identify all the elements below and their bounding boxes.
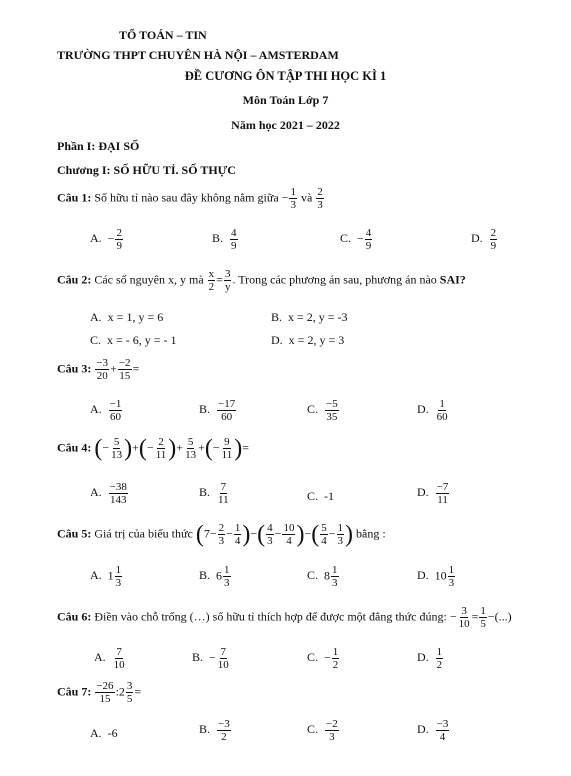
denominator: 3 xyxy=(337,535,343,547)
blank-term: −(...) xyxy=(487,609,512,624)
numerator: −3 xyxy=(218,718,230,730)
sign: − xyxy=(281,190,289,205)
option-text: x = - 6, y = - 1 xyxy=(107,333,177,347)
option-d[interactable] xyxy=(417,646,444,671)
option-letter: D. xyxy=(417,402,429,417)
option-letter: B. xyxy=(199,568,211,583)
numerator: −17 xyxy=(218,398,236,410)
denominator: 2 xyxy=(221,731,227,743)
denominator: 3 xyxy=(224,577,230,589)
fraction xyxy=(332,646,340,671)
sign: − xyxy=(146,440,154,455)
sign: − xyxy=(107,231,115,246)
numerator: 9 xyxy=(224,436,230,448)
fraction xyxy=(490,227,498,252)
option-d[interactable] xyxy=(417,718,450,743)
minus-sign: − xyxy=(274,526,282,541)
numerator: 1 xyxy=(234,522,241,534)
option-text: -6 xyxy=(107,726,118,740)
denominator: 3 xyxy=(115,577,122,589)
fraction xyxy=(223,564,231,589)
numerator: 7 xyxy=(220,646,227,658)
numerator: 2 xyxy=(218,522,225,534)
denominator: 2 xyxy=(208,281,215,293)
fraction xyxy=(316,186,324,211)
denominator: 4 xyxy=(439,731,446,743)
option-letter: B. xyxy=(199,722,211,737)
sign: − xyxy=(357,231,364,246)
fraction xyxy=(448,564,456,589)
fraction xyxy=(325,398,339,423)
question-2 xyxy=(57,268,466,293)
question-label: Câu 3: xyxy=(57,361,92,376)
equals-sign: = xyxy=(242,440,249,455)
part-heading: Phần I: ĐẠI SỐ xyxy=(57,139,140,153)
fraction xyxy=(118,357,132,382)
numerator: 1 xyxy=(480,605,486,617)
numerator: −3 xyxy=(436,718,449,730)
fraction xyxy=(184,436,197,461)
option-a[interactable] xyxy=(90,481,129,506)
option-letter: A. xyxy=(90,726,102,740)
option-a[interactable] xyxy=(90,564,123,589)
fraction xyxy=(282,522,295,547)
whole-part: 2 xyxy=(118,684,125,699)
fraction xyxy=(221,436,234,461)
option-c[interactable] xyxy=(340,227,373,252)
fraction xyxy=(266,522,274,547)
option-letter: D. xyxy=(417,485,429,500)
numerator: 2 xyxy=(116,227,122,239)
numerator: 1 xyxy=(448,564,455,576)
option-letter: C. xyxy=(340,231,352,246)
question-7 xyxy=(57,680,141,705)
equals-sign: = xyxy=(216,272,223,287)
division-sign: : xyxy=(115,684,119,699)
denominator: 143 xyxy=(110,494,127,506)
numerator: −2 xyxy=(326,718,338,730)
fraction xyxy=(217,481,230,506)
denominator: 5 xyxy=(480,618,486,630)
fraction xyxy=(436,646,444,671)
fraction xyxy=(113,646,126,671)
document-title: ĐỀ CƯƠNG ÔN TẬP THI HỌC KÌ 1 xyxy=(184,69,387,83)
plus-sign: + xyxy=(198,440,205,455)
fraction xyxy=(436,481,450,506)
option-letter: B. xyxy=(199,485,211,500)
question-5: Câu 5: Giá trị của biểu thức (7− $\frac{2}{3}$ − $\frac{1}{4}$ )−( $\frac{4}{3}$ − $\frac{10}{4}$ )−( $\frac{5}{4}$ − $\frac{1}{3}$ ) bằng : xyxy=(57,521,386,548)
fraction xyxy=(289,186,297,211)
option-b[interactable] xyxy=(192,646,231,671)
fraction xyxy=(230,227,238,252)
denominator: 11 xyxy=(155,449,167,461)
denominator: 11 xyxy=(221,449,233,461)
numerator: 1 xyxy=(290,186,296,198)
option-c[interactable] xyxy=(307,646,340,671)
numerator: 2 xyxy=(490,227,497,239)
numerator: 5 xyxy=(187,436,194,448)
fraction xyxy=(320,522,328,547)
option-letter: B. xyxy=(199,402,211,417)
option-a[interactable] xyxy=(90,726,118,741)
denominator: 3 xyxy=(218,535,225,547)
question-6 xyxy=(57,605,512,630)
question-text: Các số nguyên x, y mà xyxy=(94,272,204,287)
question-label: Câu 4: xyxy=(57,440,92,455)
option-text: x = 1, y = 6 xyxy=(107,310,164,324)
question-1 xyxy=(57,186,325,211)
option-d[interactable] xyxy=(471,227,498,252)
fraction xyxy=(217,398,236,423)
numerator: −26 xyxy=(96,680,114,692)
option-letter: D. xyxy=(471,231,483,246)
numerator: 2 xyxy=(158,436,164,448)
option-letter: B. xyxy=(271,310,283,324)
option-text: x = 2, y = 3 xyxy=(288,333,345,347)
denominator: 9 xyxy=(490,240,497,252)
option-letter: A. xyxy=(90,568,102,583)
emphasis-text: SAI? xyxy=(439,272,466,287)
denominator: 3 xyxy=(317,199,323,211)
denominator: 10 xyxy=(217,659,229,671)
option-letter: D. xyxy=(417,568,429,583)
option-b[interactable] xyxy=(271,310,348,325)
denominator: 60 xyxy=(110,411,122,423)
denominator: 15 xyxy=(119,370,131,382)
option-letter: D. xyxy=(417,722,429,737)
option-b[interactable] xyxy=(199,481,231,506)
option-c[interactable] xyxy=(90,333,177,348)
numerator: 7 xyxy=(220,481,227,493)
fraction xyxy=(95,680,114,705)
sign: − xyxy=(324,650,331,665)
whole-part: 6 xyxy=(216,568,223,583)
option-b[interactable] xyxy=(199,564,232,589)
denominator: 2 xyxy=(332,659,339,671)
numerator: −3 xyxy=(96,357,109,369)
conjunction: và xyxy=(300,190,313,205)
numerator: 1 xyxy=(332,646,339,658)
fraction xyxy=(436,398,449,423)
numerator: −38 xyxy=(109,481,127,493)
option-letter: A. xyxy=(94,650,106,665)
equals-sign: = xyxy=(132,361,140,376)
numerator: 3 xyxy=(224,268,231,280)
numerator: 2 xyxy=(317,186,323,198)
question-label: Câu 6: xyxy=(57,609,92,624)
plus-sign: + xyxy=(176,440,184,455)
equals-sign: = xyxy=(471,609,479,624)
denominator: 11 xyxy=(437,494,448,506)
option-letter: C. xyxy=(90,333,102,347)
fraction xyxy=(479,605,487,630)
question-text: Điền vào chỗ trống (…) số hữu tỉ thích hợp để được một đẳng thức đúng: xyxy=(94,609,447,624)
question-label: Câu 7: xyxy=(57,684,92,699)
fraction xyxy=(365,227,373,252)
sign: − xyxy=(212,440,220,455)
fraction xyxy=(115,564,123,589)
plus-sign: + xyxy=(110,361,117,376)
fraction xyxy=(458,605,471,630)
denominator: 15 xyxy=(99,693,111,705)
minus-sign: − xyxy=(250,526,258,541)
fraction xyxy=(109,398,123,423)
option-a[interactable] xyxy=(94,646,127,671)
option-letter: D. xyxy=(417,650,429,665)
option-text: -1 xyxy=(324,489,335,503)
question-text: Giá trị của biểu thức xyxy=(94,526,193,541)
minus-sign: − xyxy=(209,526,217,541)
question-text: Số hữu tỉ nào sau đây không nằm giữa xyxy=(94,190,279,205)
denominator: 13 xyxy=(111,449,123,461)
chapter-heading: Chương I: SỐ HỮU TỈ. SỐ THỰC xyxy=(57,163,236,177)
denominator: 3 xyxy=(448,577,455,589)
option-a[interactable] xyxy=(90,310,163,325)
sign: − xyxy=(102,440,110,455)
question-label: Câu 5: xyxy=(57,526,92,541)
option-c[interactable] xyxy=(307,398,340,423)
numerator: 1 xyxy=(439,398,445,410)
fraction xyxy=(337,522,345,547)
option-c[interactable] xyxy=(307,564,340,589)
denominator: 10 xyxy=(458,618,470,630)
numerator: 3 xyxy=(126,680,133,692)
fraction xyxy=(208,268,216,293)
option-letter: C. xyxy=(307,402,319,417)
option-c[interactable] xyxy=(307,489,334,504)
fraction xyxy=(218,522,226,547)
denominator: 4 xyxy=(234,535,241,547)
denominator: 9 xyxy=(365,240,372,252)
denominator: 35 xyxy=(326,411,338,423)
denominator: 20 xyxy=(96,370,108,382)
question-label: Câu 2: xyxy=(57,272,92,287)
option-letter: A. xyxy=(90,485,102,500)
numerator: −5 xyxy=(326,398,338,410)
whole-part: 8 xyxy=(324,568,331,583)
numerator: 1 xyxy=(337,522,343,534)
minus-sign: − xyxy=(328,526,336,541)
question-label: Câu 1: xyxy=(57,190,92,205)
numerator: 4 xyxy=(267,522,273,534)
denominator: 60 xyxy=(221,411,233,423)
numerator: x xyxy=(208,268,215,280)
question-4: Câu 4: (− $\frac{5}{13}$ )+(− $\frac{2}{11}$ )+ $\frac{5}{13}$ +(− $\frac{9}{11}$ )= xyxy=(57,435,249,462)
whole-part: 1 xyxy=(107,568,114,583)
numerator: 5 xyxy=(113,436,120,448)
department-label: TỔ TOÁN – TIN xyxy=(119,28,207,42)
numerator: 1 xyxy=(224,564,230,576)
denominator: 9 xyxy=(116,240,122,252)
minus-sign: − xyxy=(304,526,312,541)
option-letter: C. xyxy=(307,568,319,583)
denominator: y xyxy=(224,281,231,293)
denominator: 9 xyxy=(231,240,237,252)
question-3 xyxy=(57,357,139,382)
option-letter: A. xyxy=(90,402,102,417)
denominator: 5 xyxy=(126,693,133,705)
option-letter: A. xyxy=(90,310,102,324)
fraction xyxy=(234,522,242,547)
denominator: 11 xyxy=(218,494,229,506)
option-a[interactable] xyxy=(90,227,124,252)
denominator: 3 xyxy=(332,577,338,589)
school-name: TRƯỜNG THPT CHUYÊN HÀ NỘI – AMSTERDAM xyxy=(57,48,339,62)
option-d[interactable] xyxy=(417,564,456,589)
sign: − xyxy=(209,650,216,665)
numerator: 10 xyxy=(283,522,295,534)
option-b[interactable] xyxy=(199,718,232,743)
denominator: 13 xyxy=(185,449,197,461)
option-c[interactable] xyxy=(307,718,340,743)
numerator: −2 xyxy=(118,357,131,369)
minus-sign: − xyxy=(226,526,233,541)
option-letter: D. xyxy=(271,333,283,347)
numerator: 1 xyxy=(332,564,338,576)
option-a[interactable] xyxy=(90,398,123,423)
equals-sign: = xyxy=(134,684,142,699)
denominator: 4 xyxy=(321,535,327,547)
numerator: 3 xyxy=(461,605,467,617)
school-year: Năm học 2021 – 2022 xyxy=(231,118,340,132)
option-d[interactable] xyxy=(271,333,344,348)
option-d[interactable] xyxy=(417,398,450,423)
fraction xyxy=(115,227,123,252)
option-letter: A. xyxy=(90,231,102,246)
subject-label: Môn Toán Lớp 7 xyxy=(242,93,329,107)
option-b[interactable] xyxy=(212,227,239,252)
numerator: 1 xyxy=(115,564,122,576)
option-d[interactable] xyxy=(417,481,450,506)
fraction xyxy=(217,646,230,671)
sign: − xyxy=(449,609,457,624)
question-text: . Trong các phương án sau, phương án nào xyxy=(232,272,437,287)
option-b[interactable] xyxy=(199,398,237,423)
fraction xyxy=(436,718,450,743)
fraction xyxy=(331,564,339,589)
numerator: 4 xyxy=(231,227,237,239)
denominator: 3 xyxy=(290,199,296,211)
numerator: −7 xyxy=(436,481,449,493)
fraction xyxy=(109,481,128,506)
option-letter: C. xyxy=(307,722,319,737)
whole-part: 10 xyxy=(434,568,447,583)
option-letter: C. xyxy=(307,650,319,665)
fraction xyxy=(217,718,231,743)
option-letter: C. xyxy=(307,489,319,503)
denominator: 60 xyxy=(436,411,448,423)
numerator: 5 xyxy=(321,522,327,534)
denominator: 2 xyxy=(436,659,443,671)
plus-sign: + xyxy=(132,440,139,455)
fraction xyxy=(95,357,109,382)
option-letter: B. xyxy=(192,650,204,665)
numerator: 4 xyxy=(365,227,372,239)
option-letter: B. xyxy=(212,231,224,246)
option-text: x = 2, y = -3 xyxy=(288,310,348,324)
number: 7 xyxy=(203,526,210,541)
fraction xyxy=(110,436,123,461)
numerator: −1 xyxy=(109,398,122,410)
numerator: 1 xyxy=(436,646,443,658)
numerator: 7 xyxy=(116,646,122,658)
fraction xyxy=(224,268,232,293)
question-text: bằng : xyxy=(356,526,386,541)
denominator: 3 xyxy=(267,535,273,547)
denominator: 3 xyxy=(329,731,335,743)
fraction xyxy=(126,680,134,705)
fraction xyxy=(325,718,339,743)
fraction xyxy=(155,436,168,461)
denominator: 10 xyxy=(113,659,125,671)
denominator: 4 xyxy=(286,535,292,547)
